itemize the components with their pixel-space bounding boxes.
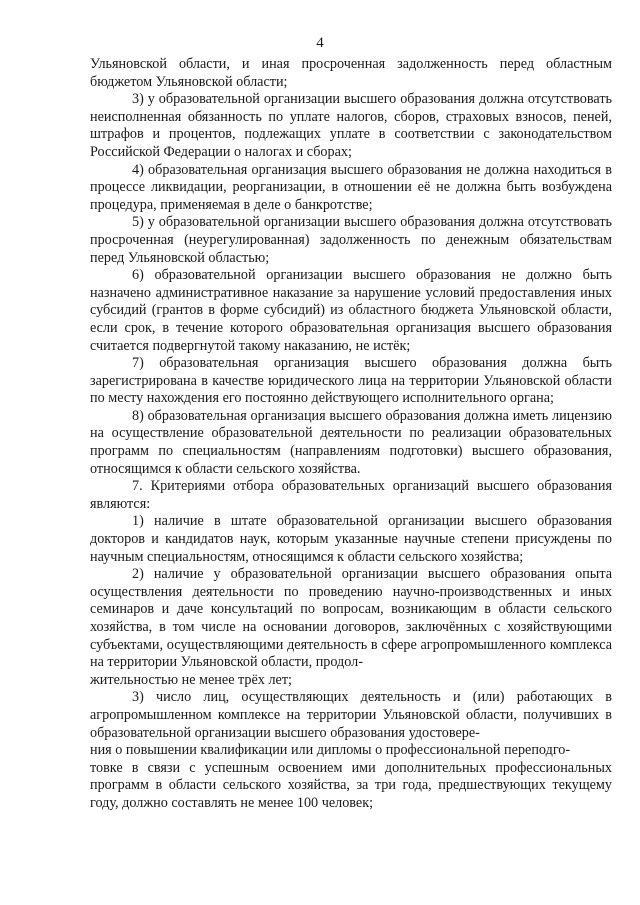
document-body [90, 56, 612, 813]
list-item-7-registration: 7) образовательная организация высшего образования должна быть зарегистрирована в качестве юридического лица на территории Ульяновской области по месту нахождения его постоянно действующего исполнительного органа; [90, 355, 612, 407]
criteria-item-2-experience: 2) наличие у образовательной организации высшего образования опыта осуществления деятельности по проведению научно-производственных и иных семинаров и даче консультаций по вопросам, возникающим в области сельского хозяйства, в том числе на основании договоров, заключённых с хозяйствующими субъектами, осуществляющими деятельность в сфере агропромышленного комплекса на территории Ульяновской области, продол- жительностью не менее трёх лет; [90, 566, 612, 688]
section-7-criteria-heading: 7. Критериями отбора образовательных организаций высшего образования являются: [90, 478, 612, 512]
page-number: 4 [316, 35, 324, 51]
paragraph-continuation: Ульяновской области, и иная просроченная задолженность перед областным бюджетом Ульяновской области; [90, 56, 612, 90]
list-item-4-no-liquidation: 4) образовательная организация высшего образования не должна находиться в процессе ликвидации, реорганизации, в отношении её не должна быть возбуждена процедура, применяемая в деле о банкротстве; [90, 161, 612, 213]
list-item-5-no-overdue-debt: 5) у образовательной организации высшего образования должна отсутствовать просроченная (неурегулированная) задолженность по денежным обязательствам перед Ульяновской областью; [90, 214, 612, 266]
criteria-item-1-staff: 1) наличие в штате образовательной организации высшего образования докторов и кандидатов наук, которым указанные научные степени присуждены по научным специальностям, относящимся к области сельского хозяйства; [90, 513, 612, 565]
list-item-6-no-administrative-penalty: 6) образовательной организации высшего образования не должно быть назначено административное наказание за нарушение условий предоставления иных субсидий (грантов в форме субсидий) из областного бюджета Ульяновской области, если срок, в течение которого образовательная организация высшего образования считается подвергнутой такому наказанию, не истёк; [90, 267, 612, 354]
list-item-8-license: 8) образовательная организация высшего образования должна иметь лицензию на осуществление образовательной деятельности по реализации образовательных программ по специальностям (направлениям подготовки) высшего образования, относящимся к области сельского хозяйства. [90, 407, 612, 477]
list-item-3-no-tax-debt: 3) у образовательной организации высшего образования должна отсутствовать неисполненная обязанность по уплате налогов, сборов, страховых взносов, пеней, штрафов и процентов, подлежащих уплате в соответствии с законодательством Российской Федерации о налогах и сборах; [90, 91, 612, 160]
criteria-item-3-trainees: 3) число лиц, осуществляющих деятельность и (или) работающих в агропромышленном комплексе на территории Ульяновской области, получивших в образовательной организации высшего образования удостовере- ния о повышении квалификации или дипломы о профессиональной переподго- товке в связи с успешным освоением ими дополнительных профессиональных программ в области сельского хозяйства, за три года, предшествующих текущему году, должно составлять не менее 100 человек; [90, 689, 612, 811]
